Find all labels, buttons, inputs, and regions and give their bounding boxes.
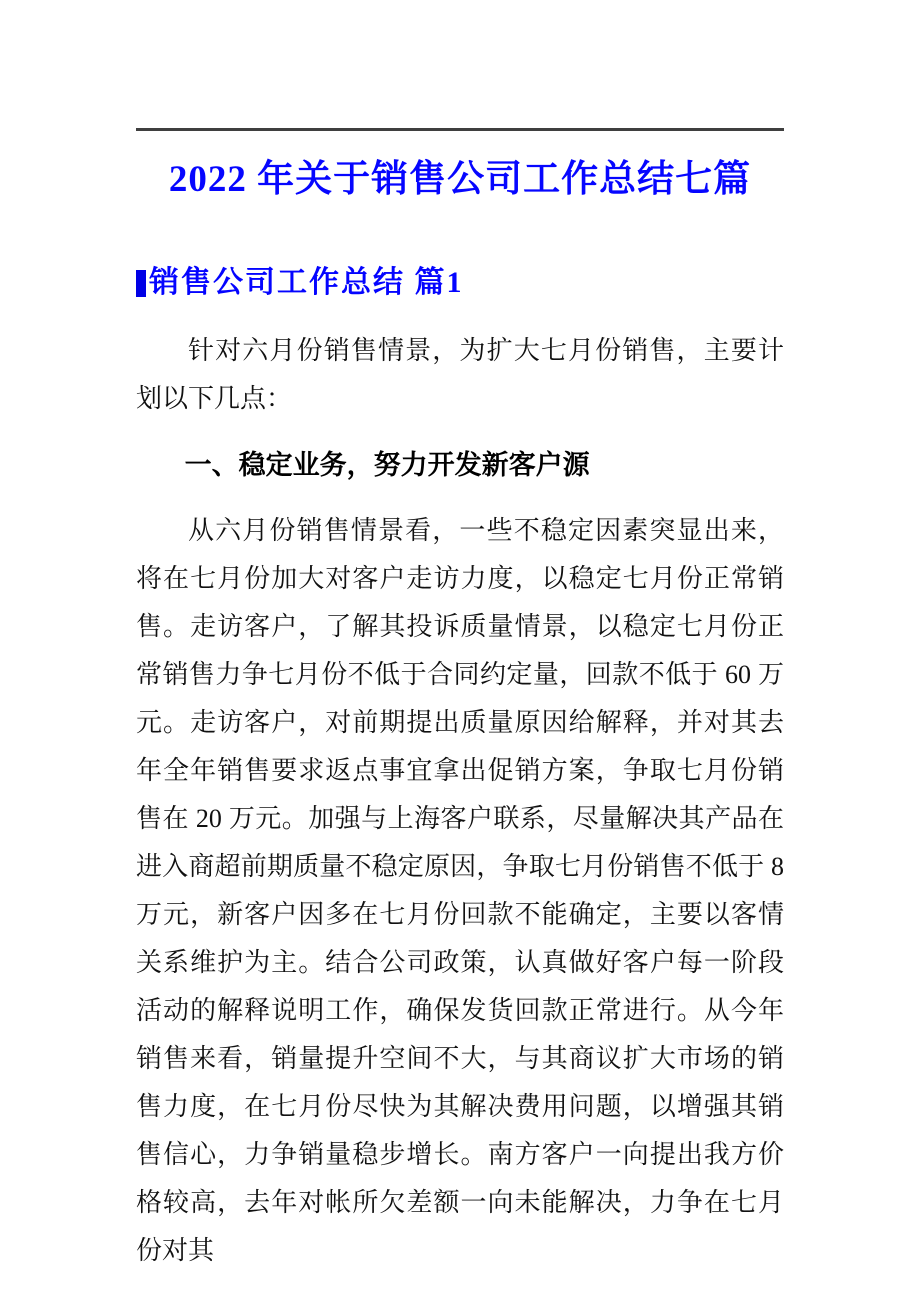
sub-heading: 一、稳定业务，努力开发新客户源 bbox=[184, 450, 590, 480]
section-header-label: 销售公司工作总结 篇1 bbox=[149, 266, 464, 299]
section-marker-bar bbox=[136, 270, 146, 297]
section-header bbox=[136, 265, 784, 301]
body-paragraph: 从六月份销售情景看，一些不稳定因素突显出来，将在七月份加大对客户走访力度，以稳定七月份正常销售。走访客户，了解其投诉质量情景，以稳定七月份正常销售力争七月份不低于合同约定量，回款不低于 60 万元。走访客户，对前期提出质量原因给解释，并对其去年全年销售要求返点事宜拿出促销方案，争取七月份销售在 20 万元。加强与上海客户联系，尽量解决其产品在进入商超前期质量不稳定原因，争取七月份销售不低于 8 万元，新客户因多在七月份回款不能确定，主要以客情关系维护为主。结合公司政策，认真做好客户每一阶段活动的解释说明工作，确保发货回款正常进行。从今年销售来看，销量提升空间不大，与其商议扩大市场的销售力度，在七月份尽快为其解决费用问题，以增强其销售信心，力争销量稳步增长。南方客户一向提出我方价格较高，去年对帐所欠差额一向未能解决，力争在七月份对其 bbox=[136, 516, 784, 1265]
body-paragraph: 针对六月份销售情景，为扩大七月份销售，主要计划以下几点： bbox=[136, 336, 784, 413]
document-title: 2022 年关于销售公司工作总结七篇 bbox=[168, 159, 752, 200]
document-content bbox=[0, 128, 920, 1275]
document-body bbox=[136, 327, 784, 1275]
header-rule bbox=[136, 128, 784, 131]
